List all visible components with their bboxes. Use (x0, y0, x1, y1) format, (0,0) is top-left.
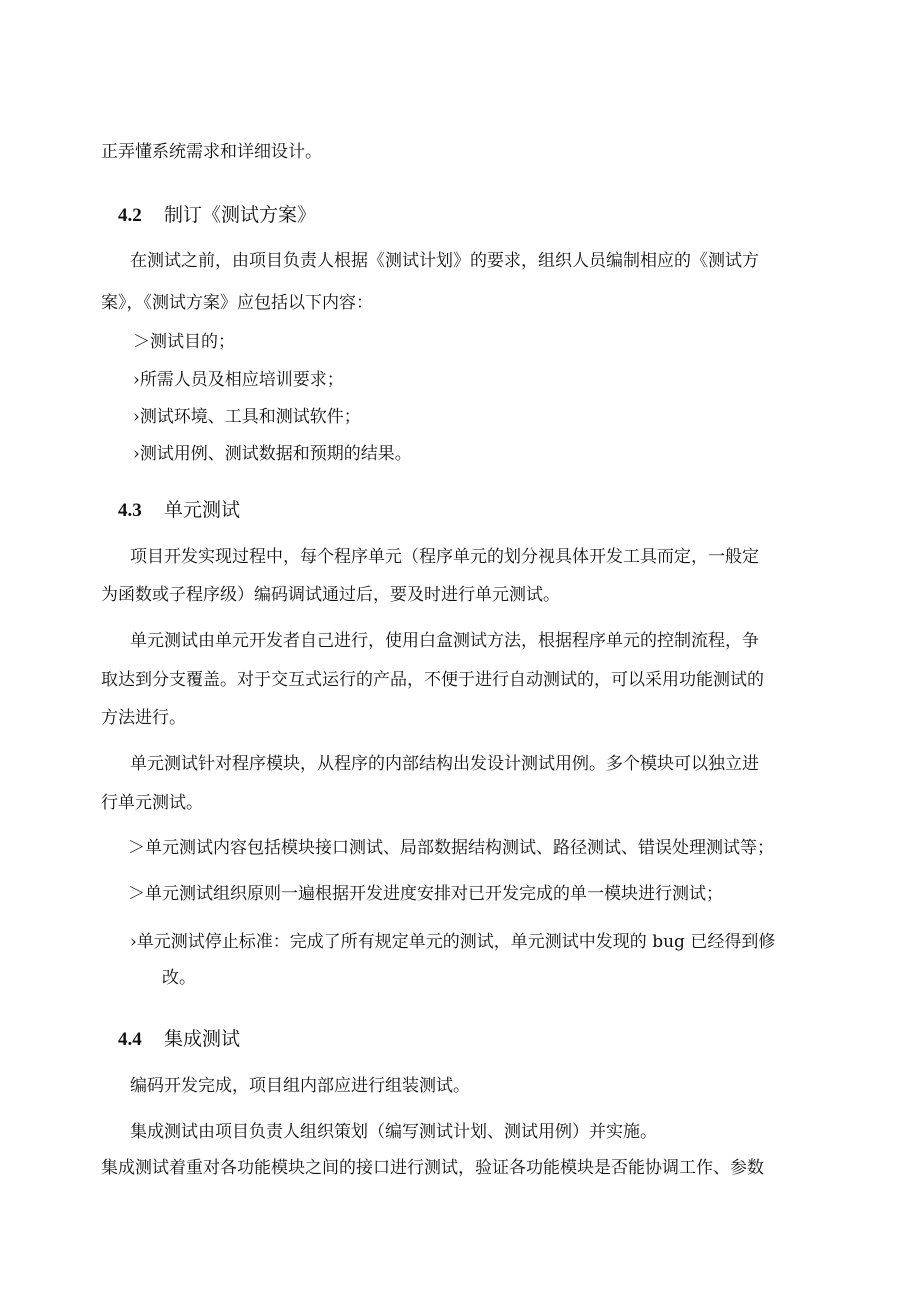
list-item-text: 单元测试内容包括模块接口测试、局部数据结构测试、路径测试、错误处理测试等； (145, 838, 774, 858)
list-item (128, 837, 774, 859)
intro-line: 正弄懂系统需求和详细设计。 (101, 142, 322, 162)
paragraph-line: 项目开发实现过程中，每个程序单元（程序单元的划分视具体开发工具而定，一般定 (130, 547, 759, 567)
paragraph-line: 在测试之前，由项目负责人根据《测试计划》的要求，组织人员编制相应的《测试方 (130, 251, 759, 271)
list-item (133, 369, 344, 391)
section-title: 制订《测试方案》 (164, 204, 317, 226)
section-heading-4-4 (118, 1027, 240, 1052)
paragraph-line: 单元测试针对程序模块，从程序的内部结构出发设计测试用例。多个模块可以独立进 (130, 754, 759, 774)
section-number: 4.2 (118, 205, 142, 226)
paragraph-line: 方法进行。 (101, 708, 186, 728)
list-item (128, 883, 723, 905)
list-item-continuation: 改。 (162, 968, 196, 988)
list-item-text: 所需人员及相应培训要求； (139, 370, 344, 390)
list-item-text: 单元测试组织原则一遍根据开发进度安排对已开发完成的单一模块进行测试； (145, 884, 723, 904)
bullet-marker: › (130, 932, 137, 952)
paragraph-line: 取达到分支覆盖。对于交互式运行的产品，不便于进行自动测试的，可以采用功能测试的 (101, 670, 764, 690)
bullet-marker: › (133, 444, 140, 464)
section-number: 4.4 (118, 1029, 142, 1050)
list-item-text: 测试目的； (150, 332, 235, 352)
list-item-text: 单元测试停止标准：完成了所有规定单元的测试，单元测试中发现的 bug 已经得到修 (136, 932, 776, 952)
list-item (133, 443, 412, 465)
section-heading-4-3 (118, 498, 240, 523)
bullet-marker: ＞ (133, 332, 150, 352)
section-title: 单元测试 (164, 499, 241, 521)
section-number: 4.3 (118, 500, 142, 521)
section-heading-4-2 (118, 203, 316, 228)
list-item-text: 测试环境、工具和测试软件； (139, 407, 361, 427)
bullet-marker: ＞ (128, 884, 145, 904)
list-item (130, 931, 775, 953)
paragraph-line: 案》，《测试方案》应包括以下内容： (101, 293, 373, 313)
list-item (133, 406, 361, 428)
paragraph-line: 行单元测试。 (101, 793, 203, 813)
paragraph-line: 集成测试着重对各功能模块之间的接口进行测试，验证各功能模块是否能协调工作、参数 (101, 1158, 764, 1178)
bullet-marker: › (133, 370, 140, 390)
paragraph-line: 编码开发完成，项目组内部应进行组装测试。 (130, 1076, 470, 1096)
paragraph-line: 集成测试由项目负责人组织策划（编写测试计划、测试用例）并实施。 (130, 1122, 657, 1142)
section-title: 集成测试 (164, 1028, 241, 1050)
bullet-marker: ＞ (128, 838, 145, 858)
list-item-text: 测试用例、测试数据和预期的结果。 (139, 444, 412, 464)
bullet-marker: › (133, 407, 140, 427)
list-item (133, 331, 235, 353)
paragraph-line: 为函数或子程序级）编码调试通过后，要及时进行单元测试。 (101, 585, 560, 605)
paragraph-line: 单元测试由单元开发者自己进行，使用白盒测试方法，根据程序单元的控制流程，争 (130, 631, 759, 651)
